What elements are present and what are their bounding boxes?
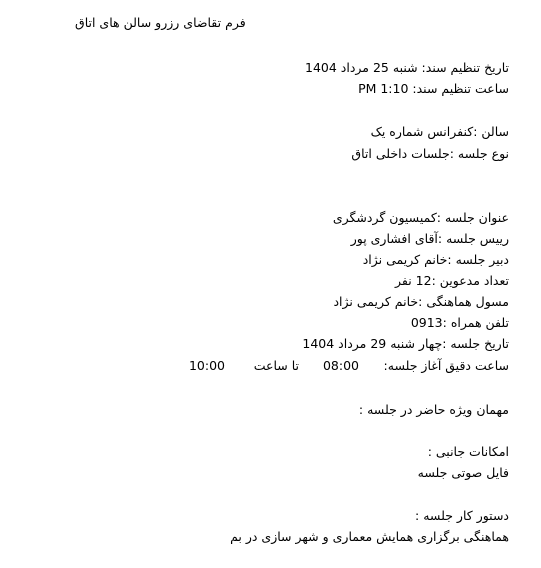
meeting-secretary: دبیر جلسه :خانم کریمی نژاد [362, 252, 509, 267]
issue-date: تاریخ تنظیم سند: شنبه 25 مرداد 1404 [305, 60, 509, 75]
end-time-value: 10:00 [188, 358, 225, 373]
start-time-label: ساعت دقیق آغاز جلسه: [383, 358, 509, 373]
facilities-value: فایل صوتی جلسه [417, 465, 509, 480]
invitee-count: تعداد مدعوین :12 نفر [394, 273, 509, 288]
agenda-label: دستور کار جلسه : [415, 508, 509, 523]
meeting-date: تاریخ جلسه :چهار شنبه 29 مرداد 1404 [302, 336, 509, 351]
to-time-label: تا ساعت [253, 358, 299, 373]
coordinator: مسول هماهنگی :خانم کریمی نژاد [333, 294, 509, 309]
special-guests: مهمان ویژه حاضر در جلسه : [358, 402, 509, 417]
meeting-time-row [189, 357, 509, 375]
meeting-chairman: رییس جلسه :آقای افشاری پور [350, 231, 509, 246]
agenda-value: هماهنگی برگزاری همایش معماری و شهر سازی در بم [230, 529, 509, 544]
form-title: فرم تقاضای رزرو سالن های اتاق [75, 15, 246, 30]
meeting-title: عنوان جلسه :کمیسیون گردشگری [332, 210, 509, 225]
hall-name: سالن :کنفرانس شماره یک [370, 124, 509, 139]
facilities-label: امکانات جانبی : [427, 444, 509, 459]
start-time-value: 08:00 [322, 358, 359, 373]
mobile-phone: تلفن همراه :0913 [410, 315, 509, 330]
issue-time: ساعت تنظیم سند: PM 1:10 [358, 81, 509, 96]
meeting-type: نوع جلسه :جلسات داخلی اتاق [351, 146, 509, 161]
